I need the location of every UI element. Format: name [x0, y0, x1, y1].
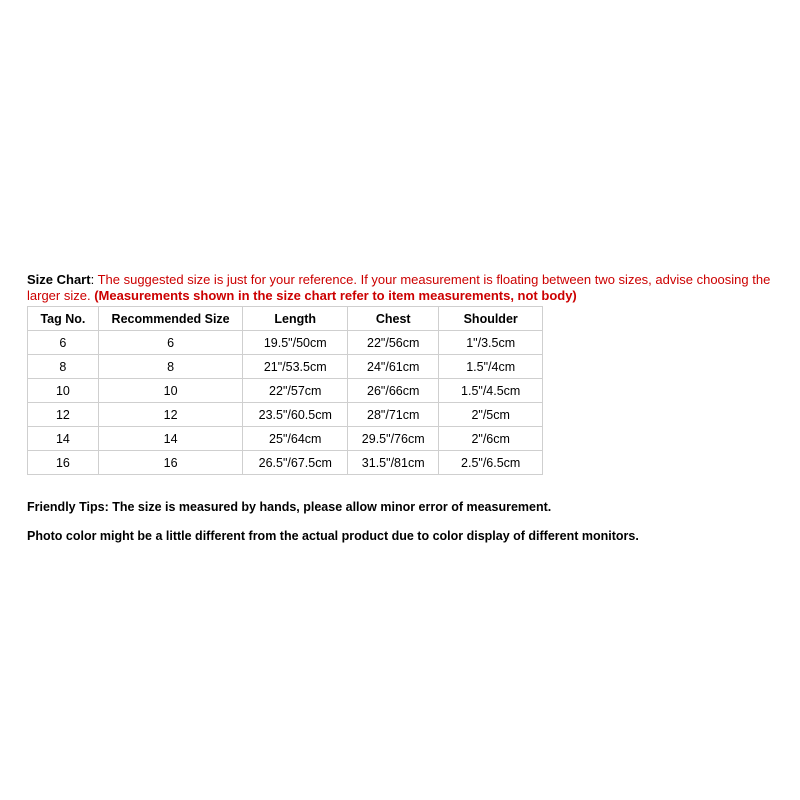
cell-length: 19.5"/50cm — [243, 331, 348, 355]
table-row — [28, 451, 543, 475]
size-chart-note: The suggested size is just for your reference. If your measurement is floating between two sizes, advise choosing the larger size. — [27, 272, 771, 303]
cell-recommended-size: 14 — [98, 427, 243, 451]
header-shoulder: Shoulder — [439, 307, 543, 331]
table-row — [28, 379, 543, 403]
cell-recommended-size: 12 — [98, 403, 243, 427]
cell-length: 21"/53.5cm — [243, 355, 348, 379]
friendly-tips: Friendly Tips: The size is measured by hands, please allow minor error of measurement. — [27, 500, 552, 514]
size-table — [27, 306, 543, 475]
cell-recommended-size: 6 — [98, 331, 243, 355]
cell-chest: 26"/66cm — [348, 379, 439, 403]
cell-shoulder: 2.5"/6.5cm — [439, 451, 543, 475]
cell-chest: 22"/56cm — [348, 331, 439, 355]
cell-length: 23.5"/60.5cm — [243, 403, 348, 427]
photo-color-note: Photo color might be a little different from the actual product due to color display of different monitors. — [27, 528, 639, 543]
cell-chest: 29.5"/76cm — [348, 427, 439, 451]
cell-tag-no: 6 — [28, 331, 99, 355]
size-chart-colon: : — [90, 272, 95, 287]
header-tag-no: Tag No. — [28, 307, 99, 331]
cell-shoulder: 1.5"/4cm — [439, 355, 543, 379]
size-chart-section — [27, 272, 777, 556]
table-row — [28, 427, 543, 451]
cell-recommended-size: 8 — [98, 355, 243, 379]
size-chart-note-bold: (Measurements shown in the size chart refer to item measurements, not body) — [94, 288, 577, 303]
size-chart-intro — [27, 272, 777, 304]
cell-tag-no: 8 — [28, 355, 99, 379]
header-length: Length — [243, 307, 348, 331]
cell-chest: 31.5"/81cm — [348, 451, 439, 475]
cell-shoulder: 2"/5cm — [439, 403, 543, 427]
cell-tag-no: 10 — [28, 379, 99, 403]
table-row — [28, 403, 543, 427]
cell-chest: 28"/71cm — [348, 403, 439, 427]
cell-tag-no: 14 — [28, 427, 99, 451]
cell-tag-no: 12 — [28, 403, 99, 427]
cell-length: 25"/64cm — [243, 427, 348, 451]
size-chart-label: Size Chart — [27, 272, 91, 287]
cell-length: 26.5"/67.5cm — [243, 451, 348, 475]
cell-shoulder: 2"/6cm — [439, 427, 543, 451]
table-row — [28, 355, 543, 379]
header-chest: Chest — [348, 307, 439, 331]
table-row — [28, 331, 543, 355]
cell-chest: 24"/61cm — [348, 355, 439, 379]
cell-shoulder: 1"/3.5cm — [439, 331, 543, 355]
header-recommended-size: Recommended Size — [98, 307, 243, 331]
table-header-row — [28, 307, 543, 331]
cell-length: 22"/57cm — [243, 379, 348, 403]
cell-recommended-size: 10 — [98, 379, 243, 403]
cell-recommended-size: 16 — [98, 451, 243, 475]
cell-tag-no: 16 — [28, 451, 99, 475]
cell-shoulder: 1.5"/4.5cm — [439, 379, 543, 403]
